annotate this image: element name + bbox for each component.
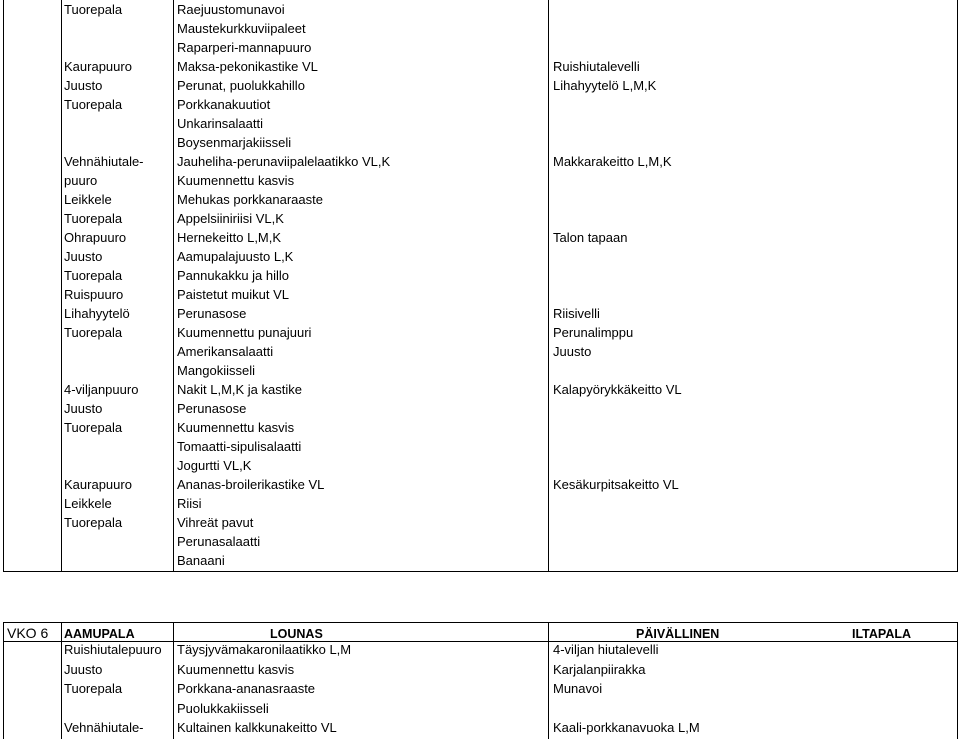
menu-cell-c1: Ruispuuro [64, 287, 124, 302]
menu-cell-c3: Perunalimppu [553, 325, 634, 340]
menu-cell-c2: Banaani [177, 553, 225, 568]
menu-cell-c1: Ohrapuuro [64, 230, 127, 245]
menu-cell-c2: Mangokiisseli [177, 363, 256, 378]
menu-cell-c1: Tuorepala [64, 325, 123, 340]
upper-col-line-1 [3, 0, 4, 572]
menu-cell-c2: Amerikansalaatti [177, 344, 274, 359]
menu-cell-c2: Täysjyvämakaronilaatikko L,M [177, 642, 352, 657]
menu-cell-c2: Perunasose [177, 306, 247, 321]
menu-cell-c2: Jauheliha-perunaviipalelaatikko VL,K [177, 154, 391, 169]
menu-cell-c1: Juusto [64, 249, 103, 264]
menu-cell-c2: Vihreät pavut [177, 515, 254, 530]
menu-cell-c1: Leikkele [64, 496, 112, 511]
menu-cell-c2: Appelsiiniriisi VL,K [177, 211, 284, 226]
menu-cell-c3: Kaali-porkkanavuoka L,M [553, 720, 700, 735]
menu-cell-c3: Talon tapaan [553, 230, 628, 245]
menu-cell-c3: Karjalanpiirakka [553, 661, 646, 677]
lower-col-line-1 [3, 622, 4, 739]
menu-cell-c2: Riisi [177, 496, 202, 511]
menu-cell-c1: Tuorepala [64, 268, 123, 283]
menu-cell-c3: Ruishiutalevelli [553, 59, 640, 74]
menu-cell-c2: Raparperi-mannapuuro [177, 40, 312, 55]
menu-cell-c2: Jogurtti VL,K [177, 458, 252, 473]
menu-cell-c3: 4-viljan hiutalevelli [553, 642, 659, 657]
menu-cell-c2: Kultainen kalkkunakeitto VL [177, 720, 337, 735]
header-lounas: LOUNAS [270, 627, 323, 641]
lower-table-top [3, 622, 958, 623]
menu-cell-c1: Juusto [64, 78, 103, 93]
menu-cell-c1: puuro [64, 173, 98, 188]
menu-cell-c1: Juusto [64, 401, 103, 416]
menu-cell-c2: Kuumennettu punajuuri [177, 325, 312, 340]
menu-cell-c1: Tuorepala [64, 211, 123, 226]
menu-cell-c2: Kuumennettu kasvis [177, 661, 295, 677]
menu-cell-c2: Hernekeitto L,M,K [177, 230, 282, 245]
header-paivallinen: PÄIVÄLLINEN [636, 627, 720, 641]
menu-cell-c2: Aamupalajuusto L,K [177, 249, 294, 264]
upper-col-line-5 [957, 0, 958, 572]
lower-col-line-4 [548, 622, 549, 739]
menu-cell-c1: Ruishiutalepuuro [64, 642, 162, 657]
menu-cell-c2: Raejuustomunavoi [177, 2, 285, 17]
menu-cell-c2: Perunasose [177, 401, 247, 416]
menu-cell-c3: Lihahyytelö L,M,K [553, 78, 657, 93]
menu-cell-c3: Kalapyörykkäkeitto VL [553, 382, 682, 397]
lower-col-line-5 [957, 622, 958, 739]
menu-cell-c2: Pannukakku ja hillo [177, 268, 290, 283]
menu-cell-c1: Kaurapuuro [64, 59, 132, 74]
lower-col-line-3 [173, 622, 174, 739]
menu-cell-c1: Kaurapuuro [64, 477, 132, 492]
menu-cell-c1: Vehnähiutale- [64, 154, 144, 169]
menu-cell-c2: Porkkanakuutiot [177, 97, 271, 112]
menu-cell-c1: Tuorepala [64, 681, 123, 696]
menu-cell-c2: Kuumennettu kasvis [177, 420, 295, 435]
menu-cell-c2: Porkkana-ananasraaste [177, 681, 316, 696]
menu-cell-c1: Lihahyytelö [64, 306, 130, 321]
menu-cell-c1: Vehnähiutale- [64, 720, 144, 735]
menu-cell-c1: Tuorepala [64, 97, 123, 112]
header-aamupala: AAMUPALA [64, 627, 135, 641]
menu-cell-c3: Kesäkurpitsakeitto VL [553, 477, 679, 492]
menu-cell-c2: Tomaatti-sipulisalaatti [177, 439, 302, 454]
menu-cell-c2: Kuumennettu kasvis [177, 173, 295, 188]
menu-cell-c2: Puolukkakiisseli [177, 700, 269, 716]
menu-cell-c1: Tuorepala [64, 515, 123, 530]
menu-cell-c2: Mehukas porkkanaraaste [177, 192, 323, 207]
menu-cell-c2: Maksa-pekonikastike VL [177, 59, 318, 74]
menu-cell-c1: Tuorepala [64, 420, 123, 435]
upper-table-bottom [3, 571, 958, 572]
menu-cell-c2: Boysenmarjakiisseli [177, 135, 292, 150]
menu-cell-c1: 4-viljanpuuro [64, 382, 139, 397]
lower-col-line-2 [61, 622, 62, 739]
menu-cell-c2: Unkarinsalaatti [177, 116, 263, 131]
header-iltapala: ILTAPALA [852, 627, 912, 641]
menu-cell-c1: Juusto [64, 661, 103, 677]
upper-col-line-3 [173, 0, 174, 572]
menu-cell-c2: Maustekurkkuviipaleet [177, 21, 306, 36]
menu-cell-c2: Paistetut muikut VL [177, 287, 289, 302]
week-label: VKO 6 [7, 625, 49, 641]
menu-cell-c2: Perunasalaatti [177, 534, 261, 549]
menu-cell-c2: Nakit L,M,K ja kastike [177, 382, 302, 397]
menu-cell-c3: Riisivelli [553, 306, 600, 321]
menu-cell-c3: Makkarakeitto L,M,K [553, 154, 672, 169]
menu-cell-c3: Juusto [553, 344, 592, 359]
menu-cell-c1: Tuorepala [64, 2, 123, 17]
menu-cell-c1: Leikkele [64, 192, 112, 207]
menu-cell-c2: Perunat, puolukkahillo [177, 78, 305, 93]
upper-col-line-4 [548, 0, 549, 572]
upper-col-line-2 [61, 0, 62, 572]
menu-cell-c2: Ananas-broilerikastike VL [177, 477, 325, 492]
menu-cell-c3: Munavoi [553, 681, 603, 696]
